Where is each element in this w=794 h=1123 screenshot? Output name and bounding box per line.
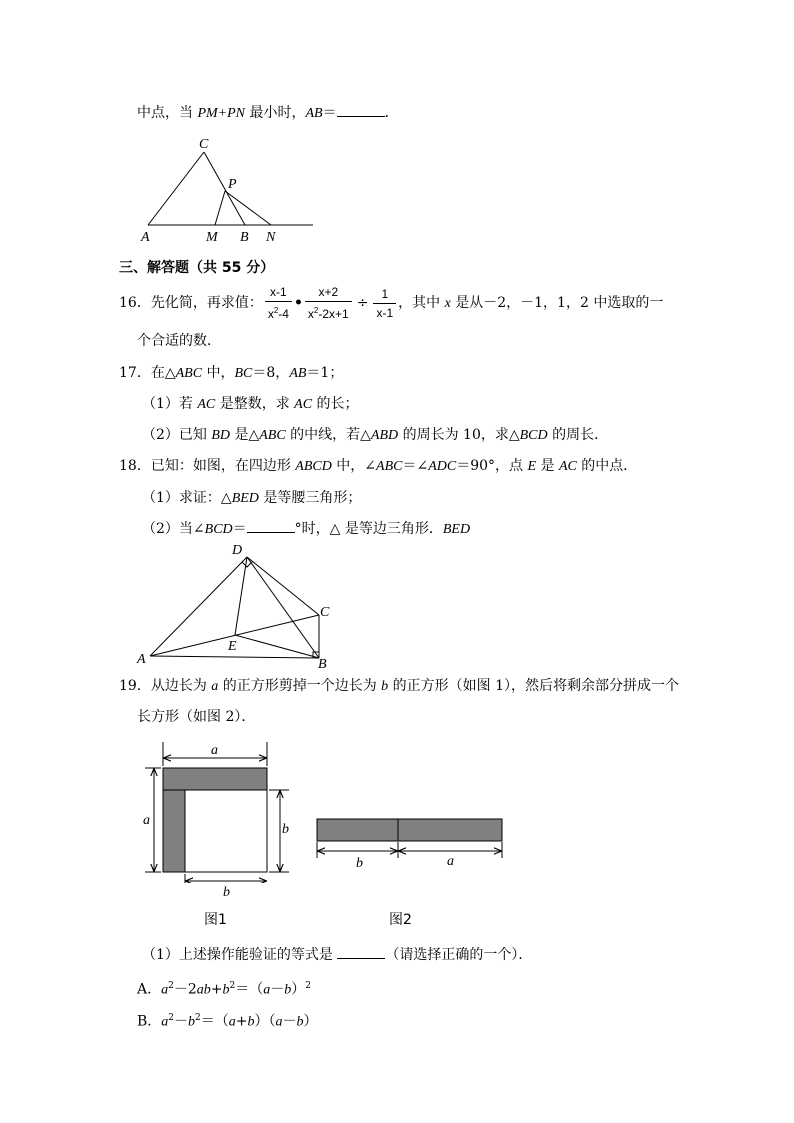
figure-q18 (134, 540, 339, 670)
q15-line: 中点，当 PM+PN 最小时，AB＝ ． (137, 105, 399, 121)
q17-part2: （2）已知 BD 是△ABC 的中线，若△ABD 的周长为 10，求△BCD 的周长． (142, 427, 609, 443)
side-AB (150, 656, 319, 658)
fig1-caption: 图1 (204, 912, 227, 928)
q17-part1: （1）若 AC 是整数，求 AC 的长； (142, 396, 359, 412)
fraction-1: $\frac{x-1}{x^2-4}$ (265, 285, 292, 321)
shaded-top-strip (163, 768, 267, 790)
rect-part-b (317, 819, 398, 841)
label-B: B (318, 657, 327, 670)
figure-q15 (138, 135, 323, 245)
fig2-caption: 图2 (389, 912, 412, 928)
label-M: M (206, 230, 218, 245)
label-B: B (240, 230, 249, 245)
diag-DB (247, 557, 319, 658)
side-CB (204, 152, 245, 225)
fig1-bottom-b-label: b (223, 885, 230, 900)
side-DC (247, 557, 319, 615)
dim-fig2-b-label: b (356, 856, 363, 871)
dim-fig2-a-label: a (447, 854, 454, 869)
q19-line2: 长方形（如图 2）． (137, 709, 256, 725)
label-C: C (320, 605, 330, 620)
segment-PN (225, 191, 271, 225)
answer-blank (337, 104, 385, 117)
q19-line1: 19．从边长为 a 的正方形剪掉一个边长为 b 的正方形（如图 1），然后将剩余部分拼成一个 (119, 678, 679, 694)
dim-right-label: b (282, 822, 289, 837)
label-A: A (141, 230, 150, 245)
segment-PM (215, 191, 225, 225)
rect-part-a (398, 819, 502, 841)
dim-top-label: a (211, 743, 218, 758)
shaded-left-strip (163, 790, 185, 872)
section-title: 三、解答题（共 55 分） (119, 260, 275, 276)
label-E: E (228, 639, 237, 654)
label-C: C (199, 137, 209, 152)
q18-part2: （2）当∠BCD＝ °时，△ 是等边三角形．BED (142, 521, 471, 537)
q18-line1: 18．已知：如图，在四边形 ABCD 中，∠ABC＝∠ADC＝90°，点 E 是 AC 的中点． (119, 458, 638, 474)
q17-line1: 17．在△ABC 中，BC＝8，AB＝1； (119, 365, 344, 381)
side-AC (148, 152, 204, 225)
dim-left-label: a (143, 813, 150, 828)
fraction-2: $\frac{x+2}{x^2-2x+1}$ (305, 285, 352, 321)
q16-line2: 个合适的数． (137, 333, 221, 349)
label-D: D (232, 543, 243, 558)
q16-line1: 16．先化简，再求值： $\frac{x-1}{x^2-4}$ • $\frac{x+2}{x^2-2x+1}$ ÷ $\frac{1}{x-1}$ ，其中 x 是从－2，－1，1，2 中选取的一 (119, 285, 664, 321)
answer-blank (337, 946, 385, 959)
label-A: A (137, 652, 146, 667)
q19-part1: （1）上述操作能验证的等式是 （请选择正确的一个）． (142, 947, 533, 963)
figure-q19 (135, 738, 510, 883)
option-a: A．$a^2-2ab+b^2=(a-b)^2$ (137, 981, 311, 998)
q18-part1: （1）求证：△BED 是等腰三角形； (142, 490, 362, 506)
label-N: N (266, 230, 276, 245)
segment-EB (235, 635, 319, 658)
fraction-3: $\frac{1}{x-1}$ (373, 287, 396, 320)
answer-blank (247, 520, 295, 533)
label-P: P (228, 177, 237, 192)
segment-DE (235, 557, 247, 635)
option-b: B．$a^2-b^2=(a+b)(a-b)$ (137, 1013, 318, 1030)
